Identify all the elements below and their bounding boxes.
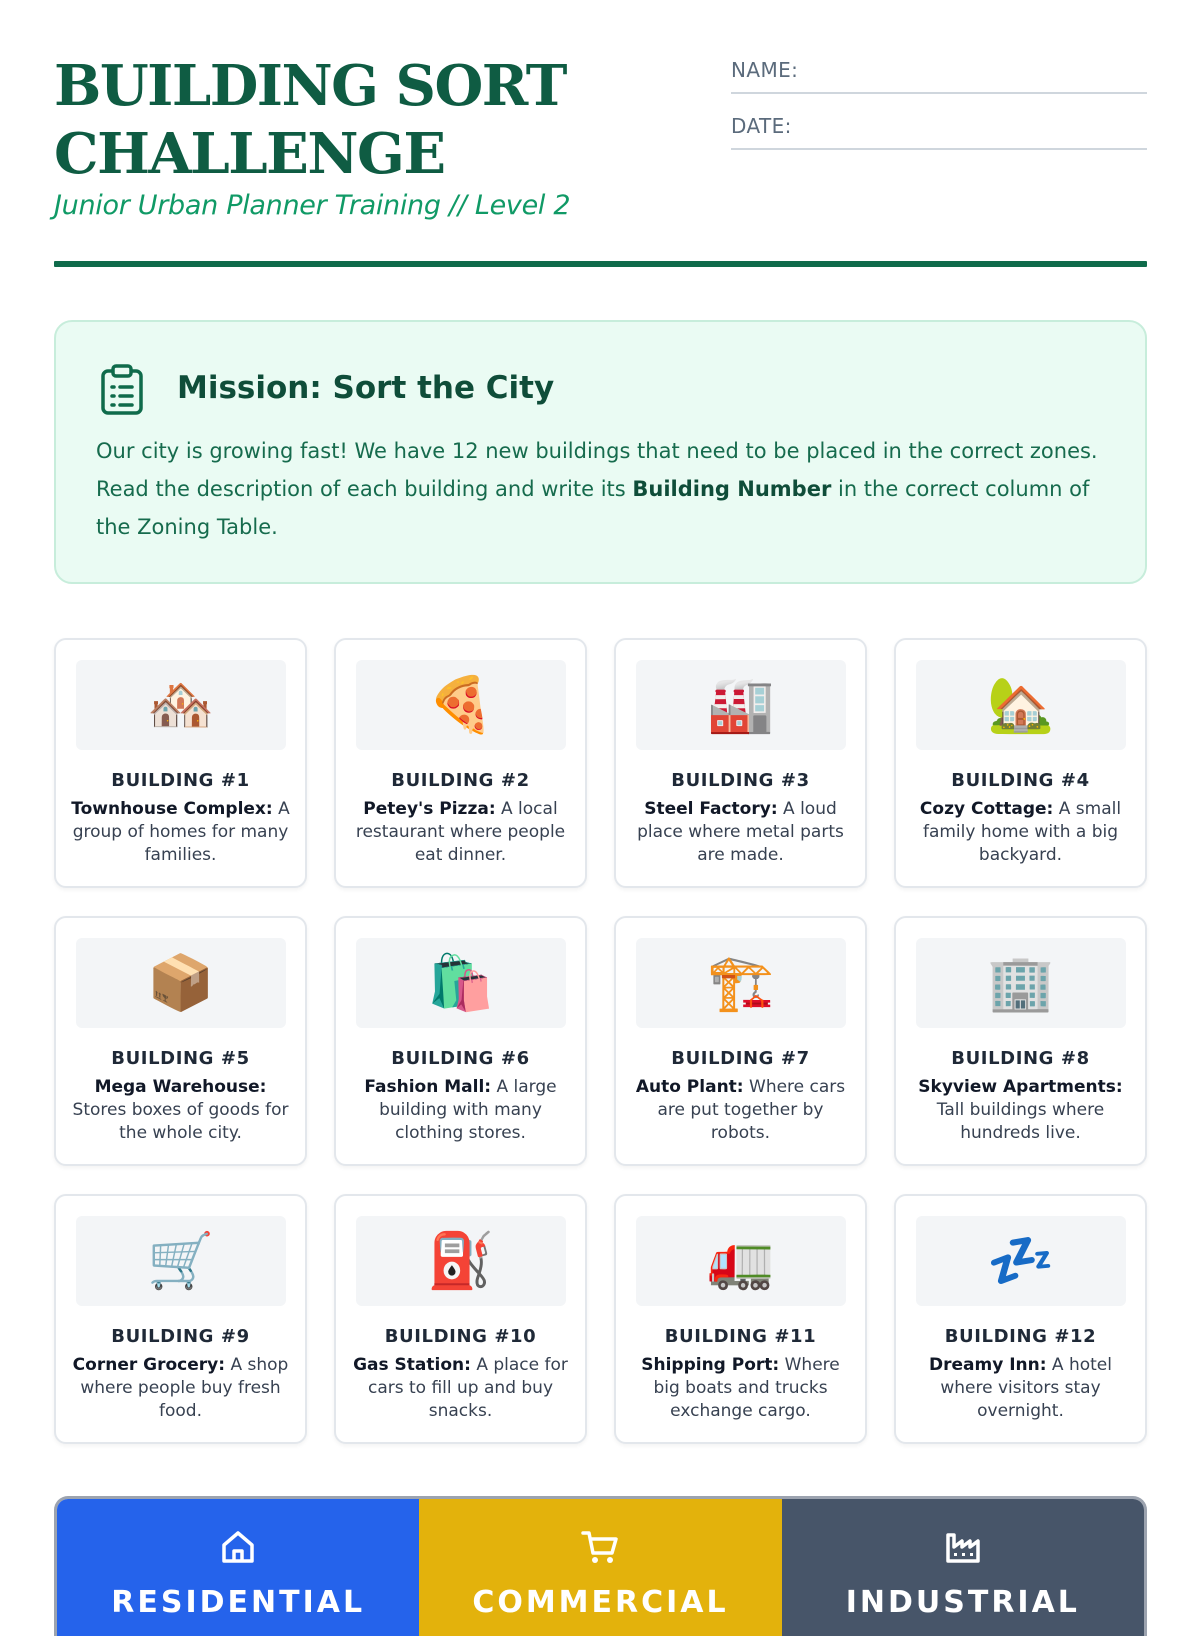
building-number: BUILDING #11 — [664, 1326, 817, 1347]
building-name: Fashion Mall: — [364, 1077, 492, 1097]
building-number: BUILDING #3 — [671, 770, 810, 791]
fuel-pump-icon: ⛽ — [356, 1216, 566, 1306]
truck-icon: 🚛 — [636, 1216, 846, 1306]
building-number: BUILDING #8 — [951, 1048, 1090, 1069]
factory-icon: 🏭 — [636, 660, 846, 750]
building-name: Auto Plant: — [635, 1077, 744, 1097]
zoning-table-header — [54, 1496, 1147, 1636]
building-description — [910, 1354, 1131, 1423]
building-name: Corner Grocery: — [72, 1355, 226, 1375]
building-desc-text: A local restaurant where people eat dinner. — [355, 799, 566, 865]
building-description — [910, 798, 1131, 867]
building-card-8 — [894, 916, 1147, 1166]
building-description — [70, 1076, 291, 1145]
clipboard-list-icon — [100, 364, 144, 416]
building-desc-text: Stores boxes of goods for the whole city. — [72, 1100, 289, 1143]
mission-text-part-1: Our city is growing fast! We have 12 new buildings that need to be placed in the correct zones. Read the description of each building and write its — [96, 439, 1098, 501]
name-label: NAME: — [731, 58, 799, 82]
building-card-3 — [614, 638, 867, 888]
building-name: Gas Station: — [353, 1355, 471, 1375]
building-desc-text: A small family home with a big backyard. — [922, 799, 1122, 865]
student-fields — [731, 52, 1147, 164]
building-card-10 — [334, 1194, 587, 1444]
mission-text-part-2: in the correct column of the Zoning Table. — [96, 477, 1090, 539]
building-description — [70, 798, 291, 867]
building-number: BUILDING #7 — [671, 1048, 810, 1069]
office-building-icon: 🏢 — [916, 938, 1126, 1028]
zone-industrial — [782, 1499, 1144, 1636]
building-desc-text: A place for cars to fill up and buy snacks. — [367, 1355, 568, 1421]
worksheet — [54, 0, 1147, 1620]
building-desc-text: Where big boats and trucks exchange cargo. — [653, 1355, 840, 1421]
building-description — [630, 1354, 851, 1423]
page-title — [54, 52, 674, 188]
header — [54, 0, 1147, 268]
date-field[interactable] — [731, 108, 1147, 150]
building-description — [350, 1076, 571, 1145]
title-line-2: CHALLENGE — [54, 121, 445, 187]
building-card-11 — [614, 1194, 867, 1444]
zone-label: INDUSTRIAL — [845, 1585, 1080, 1620]
zone-label: RESIDENTIAL — [111, 1585, 366, 1620]
townhouse-icon: 🏘️ — [76, 660, 286, 750]
package-icon: 📦 — [76, 938, 286, 1028]
zone-label: COMMERCIAL — [472, 1585, 729, 1620]
shopping-cart-icon — [580, 1527, 620, 1567]
building-number: BUILDING #6 — [391, 1048, 530, 1069]
building-number: BUILDING #12 — [944, 1326, 1097, 1347]
home-icon — [218, 1527, 258, 1567]
building-number: BUILDING #9 — [111, 1326, 250, 1347]
pizza-icon: 🍕 — [356, 660, 566, 750]
zone-commercial — [419, 1499, 781, 1636]
building-card-4 — [894, 638, 1147, 888]
building-card-6 — [334, 916, 587, 1166]
building-desc-text: Tall buildings where hundreds live. — [936, 1100, 1105, 1143]
building-desc-text: A group of homes for many families. — [72, 799, 290, 865]
building-desc-text: Where cars are put together by robots. — [657, 1077, 846, 1143]
house-garden-icon: 🏡 — [916, 660, 1126, 750]
building-number: BUILDING #2 — [391, 770, 530, 791]
shopping-cart-icon: 🛒 — [76, 1216, 286, 1306]
building-name: Dreamy Inn: — [928, 1355, 1047, 1375]
building-number: BUILDING #1 — [111, 770, 250, 791]
building-description — [910, 1076, 1131, 1145]
building-number: BUILDING #4 — [951, 770, 1090, 791]
building-card-2 — [334, 638, 587, 888]
mission-title: Mission: Sort the City — [177, 370, 555, 406]
building-name: Steel Factory: — [644, 799, 778, 819]
building-description — [350, 798, 571, 867]
subtitle: Junior Urban Planner Training // Level 2 — [54, 190, 571, 221]
mission-box — [54, 320, 1147, 584]
building-description — [630, 1076, 851, 1145]
building-number: BUILDING #5 — [111, 1048, 250, 1069]
shopping-bags-icon: 🛍️ — [356, 938, 566, 1028]
mission-text — [96, 432, 1116, 546]
building-description — [350, 1354, 571, 1423]
zone-residential — [57, 1499, 419, 1636]
name-field[interactable] — [731, 52, 1147, 94]
mission-text-bold: Building Number — [632, 477, 832, 501]
title-line-1: BUILDING SORT — [54, 53, 566, 119]
building-number: BUILDING #10 — [384, 1326, 537, 1347]
building-card-7 — [614, 916, 867, 1166]
building-desc-text: A shop where people buy fresh food. — [80, 1355, 289, 1421]
building-card-1 — [54, 638, 307, 888]
building-name: Townhouse Complex: — [71, 799, 273, 819]
building-description — [70, 1354, 291, 1423]
building-card-12 — [894, 1194, 1147, 1444]
building-card-9 — [54, 1194, 307, 1444]
construction-crane-icon: 🏗️ — [636, 938, 846, 1028]
header-divider — [54, 261, 1147, 267]
building-cards-grid — [54, 638, 1147, 1444]
building-name: Skyview Apartments: — [918, 1077, 1123, 1097]
building-desc-text: A large building with many clothing stores. — [379, 1077, 557, 1143]
building-card-5 — [54, 916, 307, 1166]
building-name: Petey's Pizza: — [363, 799, 496, 819]
building-name: Mega Warehouse: — [94, 1077, 267, 1097]
building-name: Cozy Cottage: — [919, 799, 1054, 819]
building-desc-text: A hotel where visitors stay overnight. — [940, 1355, 1112, 1421]
building-name: Shipping Port: — [641, 1355, 780, 1375]
building-desc-text: A loud place where metal parts are made. — [637, 799, 844, 865]
building-description — [630, 798, 851, 867]
sleep-zzz-icon: 💤 — [916, 1216, 1126, 1306]
factory-icon — [943, 1527, 983, 1567]
date-label: DATE: — [731, 114, 792, 138]
